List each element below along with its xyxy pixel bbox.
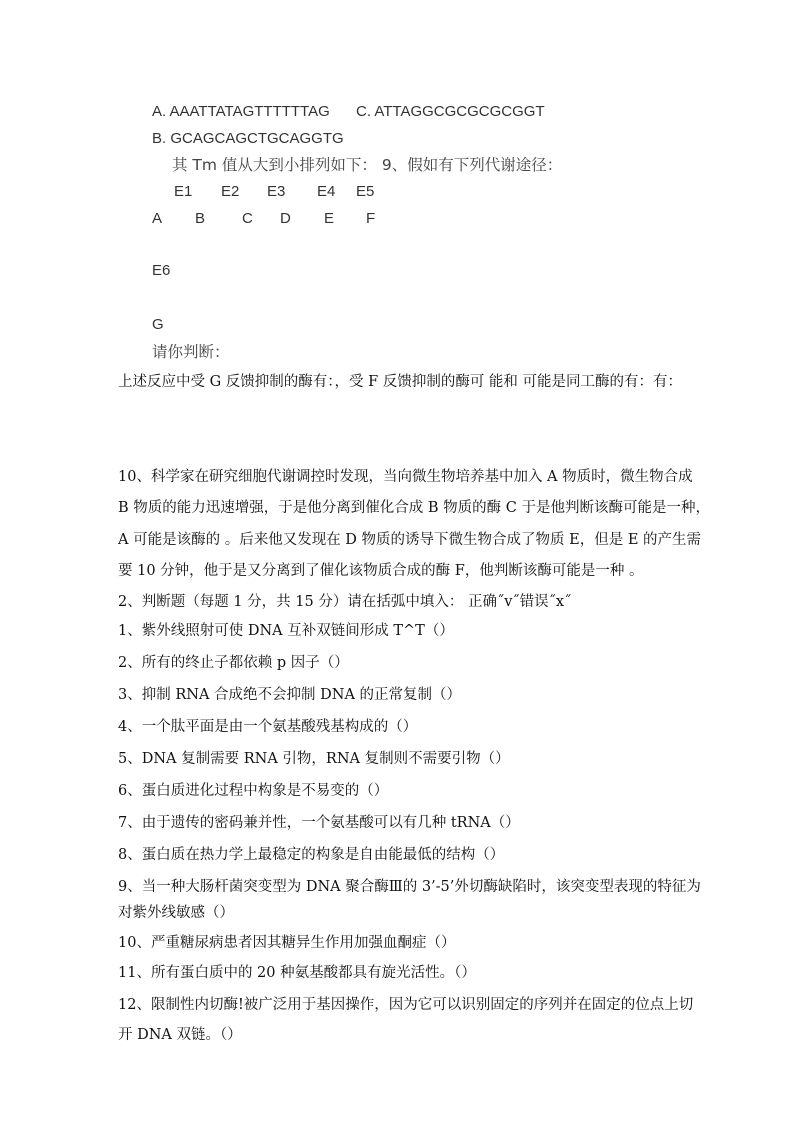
product-g: G [152, 316, 164, 333]
option-a: A. AAATTATAGTTTTTTAG [152, 103, 330, 120]
tf-item: 4、一个肽平面是由一个氨基酸残基构成的（） [118, 719, 418, 735]
tf-item: 5、DNA 复制需要 RNA 引物，RNA 复制则不需要引物（） [118, 751, 510, 767]
substrate-label: C [242, 210, 253, 227]
tf-item: 11、所有蛋白质中的 20 种氨基酸都具有旋光活性。（） [118, 965, 476, 981]
tf-item: 9、当一种大肠杆菌突变型为 DNA 聚合酶Ⅲ的 3’-5’外切酶缺陷时，该突变型表现的特征为 [118, 879, 701, 895]
tf-item: 对紫外线敏感（） [118, 905, 234, 921]
tf-item: 开 DNA 双链。（） [118, 1027, 242, 1043]
tf-item: 1、紫外线照射可使 DNA 互补双链间形成 T^T（） [118, 623, 454, 639]
substrate-label: D [280, 210, 291, 227]
section-heading: 2、判断题（每题 1 分，共 15 分）请在括弧中填入： 正确˝v˝错误˝x˝ [118, 594, 572, 610]
substrate-label: E [324, 210, 335, 227]
enzyme-label: E3 [267, 183, 286, 200]
substrate-label: F [366, 210, 376, 227]
enzyme-label: E5 [356, 183, 375, 200]
tf-item: 3、抑制 RNA 合成绝不会抑制 DNA 的正常复制（） [118, 687, 462, 703]
substrate-label: B [195, 210, 206, 227]
tf-item: 10、严重糖尿病患者因其糖异生作用加强血酮症（） [118, 935, 456, 951]
feedback-question: 上述反应中受 G 反馈抑制的酶有：，受 F 反馈抑制的酶可 能和 可能是同工酶的有：有： [118, 374, 683, 390]
tf-item: 6、蛋白质进化过程中构象是不易变的（） [118, 783, 389, 799]
tf-item: 8、蛋白质在热力学上最稳定的构象是自由能最低的结构（） [118, 847, 505, 863]
judge-prompt: 请你判断： [152, 343, 230, 361]
q10-line: 要 10 分钟，他于是又分离到了催化该物质合成的酶 F，他判断该酶可能是一种 。 [118, 563, 644, 579]
option-c: C. ATTAGGCGCGCGCGGT [356, 103, 545, 120]
enzyme-label: E1 [174, 183, 193, 200]
q10-line: A 可能是该酶的 。后来他又发现在 D 物质的诱导下微生物合成了物质 E，但是 E 的产生需 [118, 532, 702, 548]
q10-line: 10、科学家在研究细胞代谢调控时发现，当向微生物培养基中加入 A 物质时，微生物合成 [118, 469, 693, 485]
tf-item: 2、所有的终止子都依赖 p 因子（） [118, 655, 349, 671]
q10-line: B 物质的能力迅速增强，于是他分离到催化合成 B 物质的酶 C 于是他判断该酶可能是一种， [118, 500, 710, 516]
tm-line: 其 Tm 值从大到小排列如下： 9、假如有下列代谢途径： [172, 156, 563, 174]
substrate-label: A [152, 210, 163, 227]
option-b: B. GCAGCAGCTGCAGGTG [152, 130, 344, 147]
tf-item: 7、由于遗传的密码兼并性，一个氨基酸可以有几种 tRNA（） [118, 815, 520, 831]
tf-item: 12、限制性内切酶!被广泛用于基因操作，因为它可以识别固定的序列并在固定的位点上切 [118, 997, 694, 1013]
enzyme-label: E4 [317, 183, 336, 200]
enzyme-label: E2 [221, 183, 240, 200]
enzyme-e6: E6 [152, 262, 171, 279]
